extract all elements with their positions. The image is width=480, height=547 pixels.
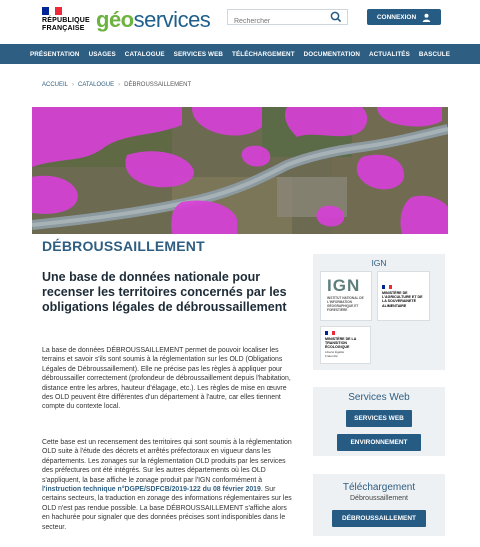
banner-map-image (32, 107, 448, 234)
breadcrumb-separator-icon: › (118, 82, 121, 88)
french-flag-icon (325, 331, 335, 335)
download-card (313, 474, 445, 536)
login-button[interactable] (367, 9, 441, 25)
page-title: DÉBROUSSAILLEMENT (42, 238, 205, 254)
user-icon (422, 13, 431, 22)
logo-services: services (133, 7, 211, 32)
ign-logo-text: IGN (327, 276, 361, 295)
breadcrumb-separator-icon: › (72, 82, 75, 88)
download-text: Débroussaillement (350, 495, 408, 502)
french-flag-icon (382, 285, 392, 289)
environnement-button[interactable]: ENVIRONNEMENT (337, 434, 421, 451)
ign-logo[interactable] (320, 271, 372, 321)
site-header (0, 0, 480, 44)
instruction-technique-link[interactable]: l'instruction technique n°DGPE/SDFCB/2019-122 du 08 février 2019 (42, 486, 261, 494)
breadcrumb-catalogue[interactable]: CATALOGUE (78, 82, 115, 88)
breadcrumb-accueil[interactable]: ACCUEIL (42, 82, 69, 88)
services-web-title: Services Web (348, 392, 410, 403)
republic-line1: RÉPUBLIQUE (42, 17, 90, 24)
nav-item-presentation[interactable]: PRÉSENTATION (29, 50, 80, 58)
nav-item-services-web[interactable]: SERVICES WEB (173, 50, 224, 58)
ministere-transition-ecologique-logo[interactable] (320, 326, 371, 364)
logo-geo: géo (96, 7, 134, 32)
ministere-eco-motto: Liberté Égalité Fraternité (325, 350, 345, 358)
ministere-eco-text: MINISTÈRE DE LA TRANSITION ÉCOLOGIQUE (325, 337, 357, 350)
search-box (227, 9, 348, 25)
nav-item-actualites[interactable]: ACTUALITÉS (368, 50, 410, 58)
search-icon[interactable] (329, 11, 343, 23)
nav-item-catalogue[interactable]: CATALOGUE (124, 50, 165, 58)
login-label: CONNEXION (376, 13, 417, 21)
nav-item-bascule[interactable]: BASCULE (418, 50, 451, 58)
breadcrumb-current: DÉBROUSSAILLEMENT (124, 82, 192, 88)
description-paragraph-2 (42, 438, 294, 532)
aerial-map-illustration (32, 107, 448, 234)
services-web-card (313, 387, 445, 456)
services-web-button[interactable]: SERVICES WEB (346, 410, 412, 427)
ministere-agriculture-text: MINISTÈRE DE L'AGRICULTURE ET DE LA SOUVERAINETÉ ALIMENTAIRE (382, 291, 423, 308)
french-flag-icon (42, 7, 62, 15)
republic-line2: FRANÇAISE (42, 25, 85, 32)
producer-title: IGN (371, 258, 387, 268)
paragraph-2-part-b: . Sur certains secteurs, la traduction en zonage des informations réglementaires sur les OLD n'est pas rendue possible. La base DÉBROUSSAILLEMENT s'affiche alors en hachurée pour signaler que des données précises sont indisponibles dans le secteur. (42, 486, 292, 531)
main-nav (0, 44, 480, 64)
breadcrumb (42, 82, 191, 88)
ministere-agriculture-logo[interactable] (377, 271, 430, 321)
description-paragraph-1: La base de données DÉBROUSSAILLEMENT permet de pouvoir localiser les terrains et savoir s'ils sont soumis à la réglementation sur les OLD (Obligations Légales de Débroussaillement). Elle ne précise pas les règles à appliquer pour débroussailler correctement (profondeur de débroussaillement depuis l'habitation, distance entre les arbres, hauteur d'élagage, etc.). Les règles de mise en œuvre des OLD peuvent être différentes d'un département à l'autre, car elles tiennent compte du contexte local. (42, 347, 291, 411)
republique-francaise-logo[interactable] (42, 7, 90, 33)
nav-item-usages[interactable]: USAGES (88, 50, 116, 58)
paragraph-2-part-a: Cette base est un recensement des territoires qui sont soumis à la réglementation OLD suite à l'étude des décrets et arrêtés préfectoraux en vigueur dans les départements. Les zonages sur la réglementation OLD produits par les services des préfectures ont été intégrés. Sur les autres départements où les OLD s'appliquent, la base affiche le zonage produit par l'IGN conformément à (42, 439, 292, 484)
search-input[interactable] (228, 15, 324, 29)
download-title: Téléchargement (342, 482, 416, 493)
lead-heading: Une base de données nationale pour recenser les territoires concernés par les obligations légales de débroussaillement (42, 270, 287, 314)
nav-item-telechargement[interactable]: TÉLÉCHARGEMENT (232, 50, 295, 58)
ign-logo-subtitle: INSTITUT NATIONAL DE L'INFORMATION GÉOGRAPHIQUE ET FORESTIÈRE (327, 296, 364, 312)
producer-card (313, 254, 445, 370)
nav-item-documentation[interactable]: DOCUMENTATION (303, 50, 360, 58)
geoservices-logo[interactable] (96, 8, 210, 32)
debroussaillement-download-button[interactable]: DÉBROUSSAILLEMENT (332, 510, 426, 527)
